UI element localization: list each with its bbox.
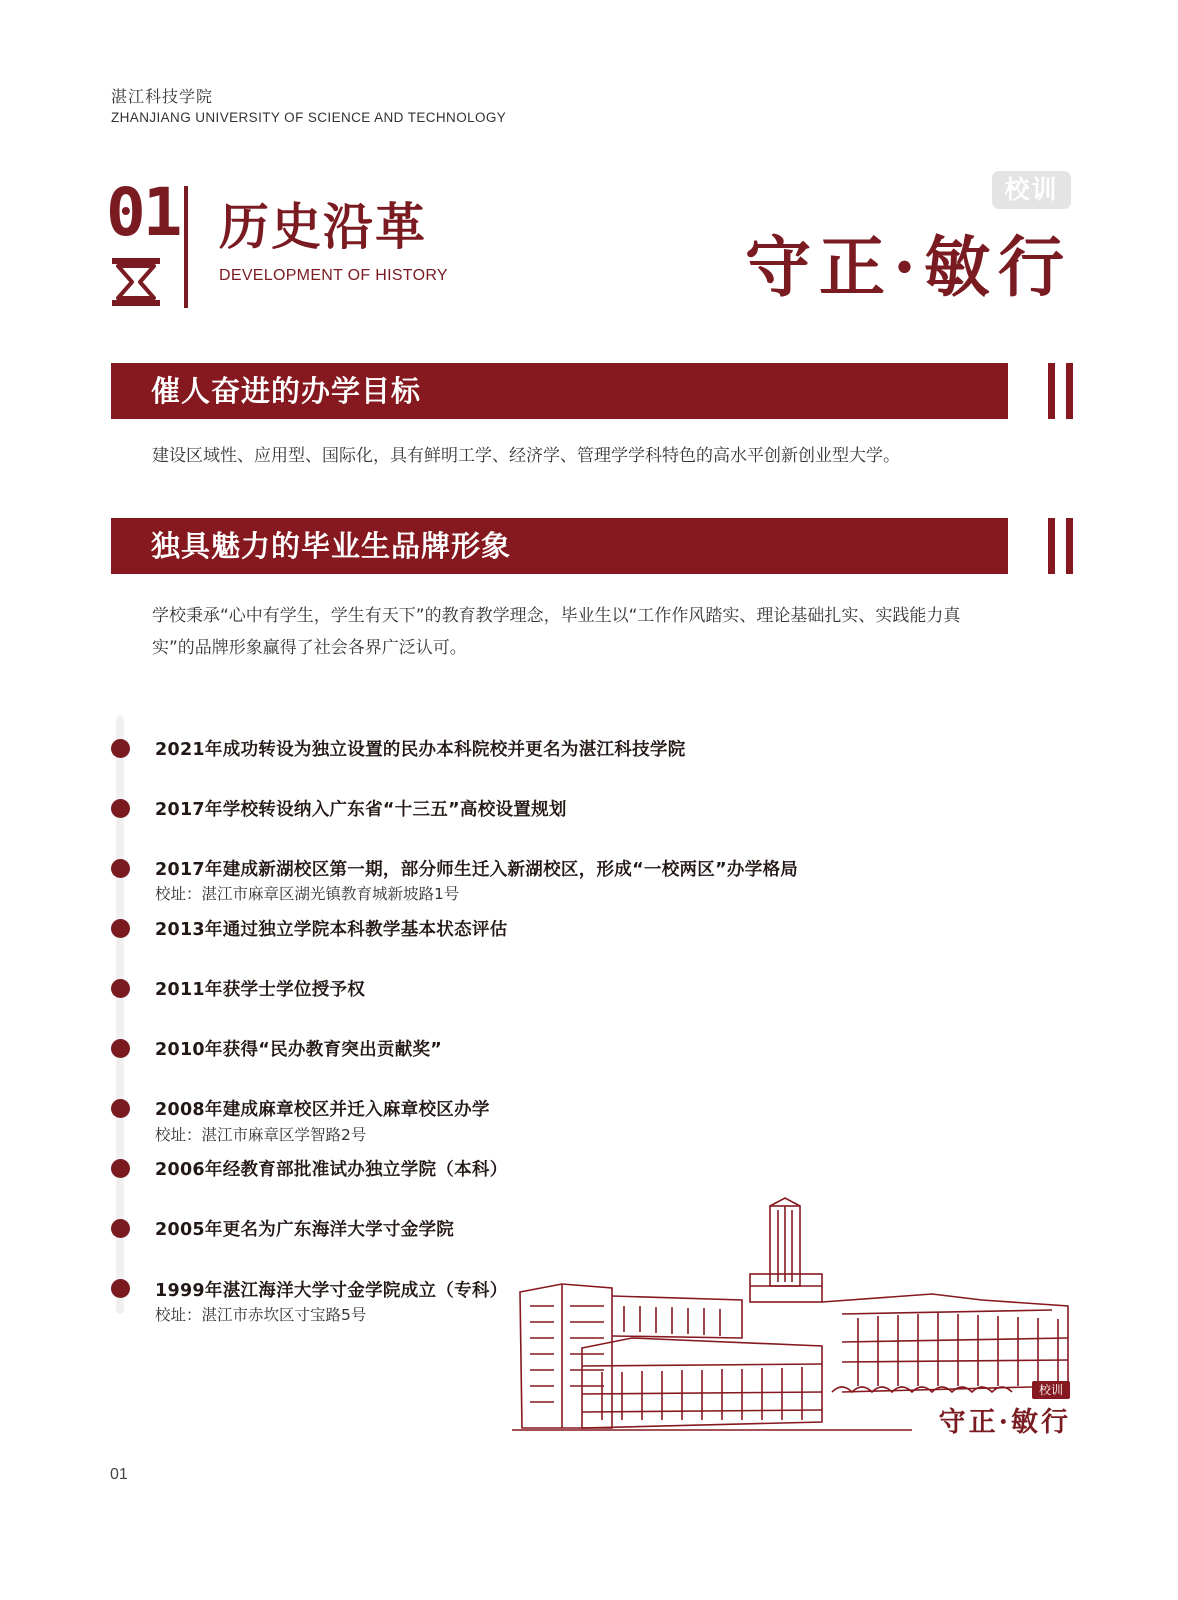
timeline-item-title: 2017年学校转设纳入广东省“十三五”高校设置规划 [155, 800, 567, 820]
section-title: 催人奋进的办学目标 [151, 374, 422, 408]
illustration-badge: 校训 [1032, 1381, 1070, 1399]
timeline-dot [111, 1219, 130, 1238]
timeline-dot [111, 919, 130, 938]
motto-badge: 校训 [992, 171, 1071, 209]
chapter-divider [184, 186, 188, 308]
motto-text: 守正·敏行 [745, 228, 1072, 306]
timeline-dot [111, 1039, 130, 1058]
section-bar-goal [111, 363, 1008, 419]
timeline-item-title: 2006年经教育部批准试办独立学院（本科） [155, 1160, 508, 1180]
chapter-number: 01 [106, 174, 180, 251]
timeline-item-title: 2013年通过独立学院本科教学基本状态评估 [155, 920, 508, 940]
hourglass-icon [110, 256, 162, 308]
timeline-dot [111, 1159, 130, 1178]
chapter-subtitle: DEVELOPMENT OF HISTORY [219, 267, 448, 284]
bar-accent [1066, 518, 1073, 574]
timeline-item-title: 2010年获得“民办教育突出贡献奖” [155, 1040, 443, 1060]
timeline-dot [111, 739, 130, 758]
bar-accent [1066, 363, 1073, 419]
section-text: 学校秉承“心中有学生，学生有天下”的教育教学理念，毕业生以“工作作风踏实、理论基础扎实、实践能力真实”的品牌形象赢得了社会各界广泛认可。 [152, 606, 961, 658]
timeline-item-title: 2021年成功转设为独立设置的民办本科院校并更名为湛江科技学院 [155, 740, 686, 760]
timeline-item-address: 校址：湛江市麻章区湖光镇教育城新坡路1号 [155, 885, 460, 903]
timeline-item-title: 2017年建成新湖校区第一期，部分师生迁入新湖校区，形成“一校两区”办学格局 [155, 860, 799, 880]
timeline-item-title: 2008年建成麻章校区并迁入麻章校区办学 [155, 1100, 490, 1120]
timeline-dot [111, 979, 130, 998]
bar-accent [1048, 363, 1055, 419]
timeline-item-title: 2011年获学士学位授予权 [155, 980, 366, 1000]
timeline-dot [111, 799, 130, 818]
school-name-en: ZHANJIANG UNIVERSITY OF SCIENCE AND TECHNOLOGY [111, 110, 507, 125]
timeline-dot [111, 1279, 130, 1298]
section-bar-brand [111, 518, 1008, 574]
timeline-item-address: 校址：湛江市麻章区学智路2号 [155, 1126, 367, 1144]
timeline-item-title: 2005年更名为广东海洋大学寸金学院 [155, 1220, 455, 1240]
bar-accent [1048, 518, 1055, 574]
timeline-dot [111, 859, 130, 878]
section-text: 建设区域性、应用型、国际化，具有鲜明工学、经济学、管理学学科特色的高水平创新创业型大学。 [152, 446, 900, 466]
timeline-dot [111, 1099, 130, 1118]
page-number: 01 [110, 1466, 128, 1483]
section-title: 独具魅力的毕业生品牌形象 [151, 529, 512, 563]
illustration-motto: 守正·敏行 [938, 1407, 1071, 1438]
timeline-item-address: 校址：湛江市赤坎区寸宝路5号 [155, 1306, 367, 1324]
timeline-item-title: 1999年湛江海洋大学寸金学院成立（专科） [155, 1281, 508, 1301]
school-name-cn: 湛江科技学院 [111, 87, 214, 106]
chapter-title: 历史沿革 [219, 198, 427, 256]
